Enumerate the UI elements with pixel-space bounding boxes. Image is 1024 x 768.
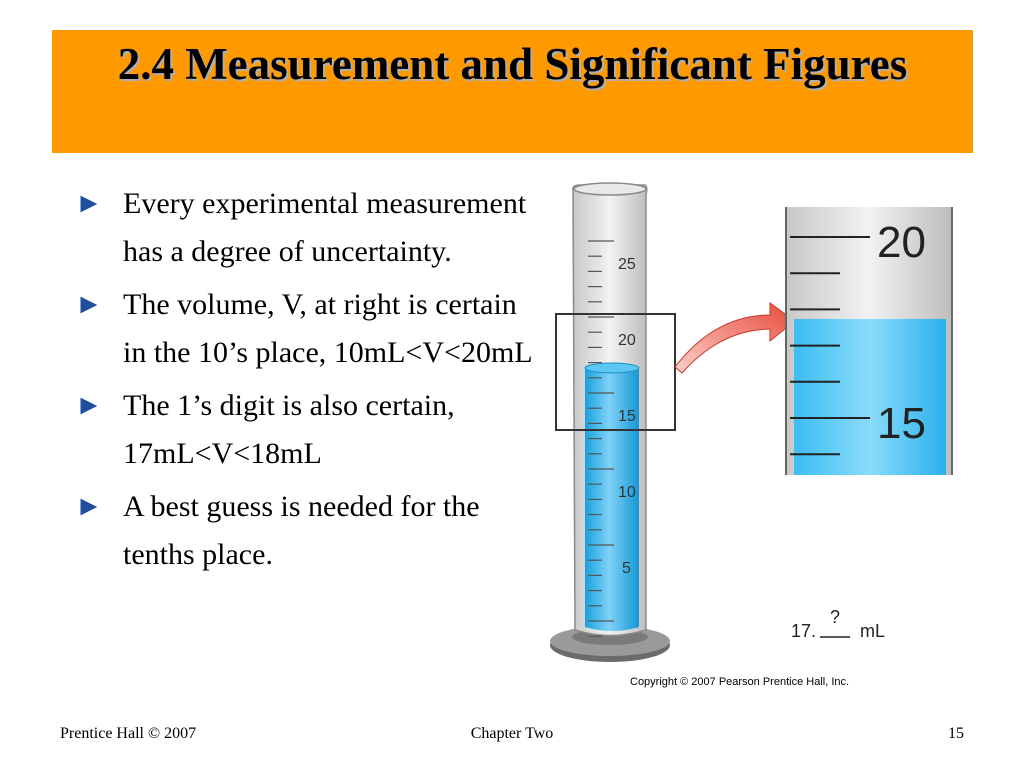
bullet-text: A best guess is needed for the tenths place. (123, 490, 480, 571)
reading-unknown: ? (830, 607, 841, 627)
zoom-liquid (794, 319, 946, 475)
bullet-text: The 1’s digit is also certain, 17mL<V<18mL (123, 389, 455, 470)
zoom-label-20: 20 (877, 218, 926, 267)
bullet-item (75, 483, 535, 579)
bullet-arrow-icon: ► (75, 491, 103, 522)
bullet-list (75, 180, 535, 584)
bullet-item (75, 180, 535, 276)
title-bar (52, 30, 973, 153)
bullet-text: Every experimental measurement has a degree of uncertainty. (123, 187, 527, 268)
cylinder-label-10: 10 (618, 484, 636, 501)
reading-unit: mL (860, 621, 886, 641)
bullet-item (75, 281, 535, 377)
footer-page-number: 15 (948, 725, 964, 742)
zoom-arrow-icon (675, 303, 795, 373)
reading-prefix: 17. (791, 621, 817, 641)
cylinder-illustration (540, 175, 980, 695)
cylinder-label-20: 20 (618, 332, 636, 349)
bullet-item (75, 382, 535, 478)
copyright-text: Copyright © 2007 Pearson Prentice Hall, Inc. (630, 676, 850, 688)
footer-chapter: Chapter Two (470, 725, 554, 742)
zoom-label-15: 15 (877, 399, 926, 448)
slide-title: 2.4 Measurement and Significant Figures (117, 39, 908, 89)
bullet-arrow-icon: ► (75, 188, 103, 219)
bullet-arrow-icon: ► (75, 289, 103, 320)
cylinder-label-15: 15 (618, 408, 636, 425)
cylinder-label-5: 5 (622, 560, 631, 577)
bullet-arrow-icon: ► (75, 390, 103, 421)
bullet-text: The volume, V, at right is certain in the 10’s place, 10mL<V<20mL (123, 288, 533, 369)
cylinder-label-25: 25 (618, 256, 636, 273)
graduated-cylinder-figure (540, 175, 980, 695)
footer-publisher: Prentice Hall © 2007 (60, 725, 197, 742)
